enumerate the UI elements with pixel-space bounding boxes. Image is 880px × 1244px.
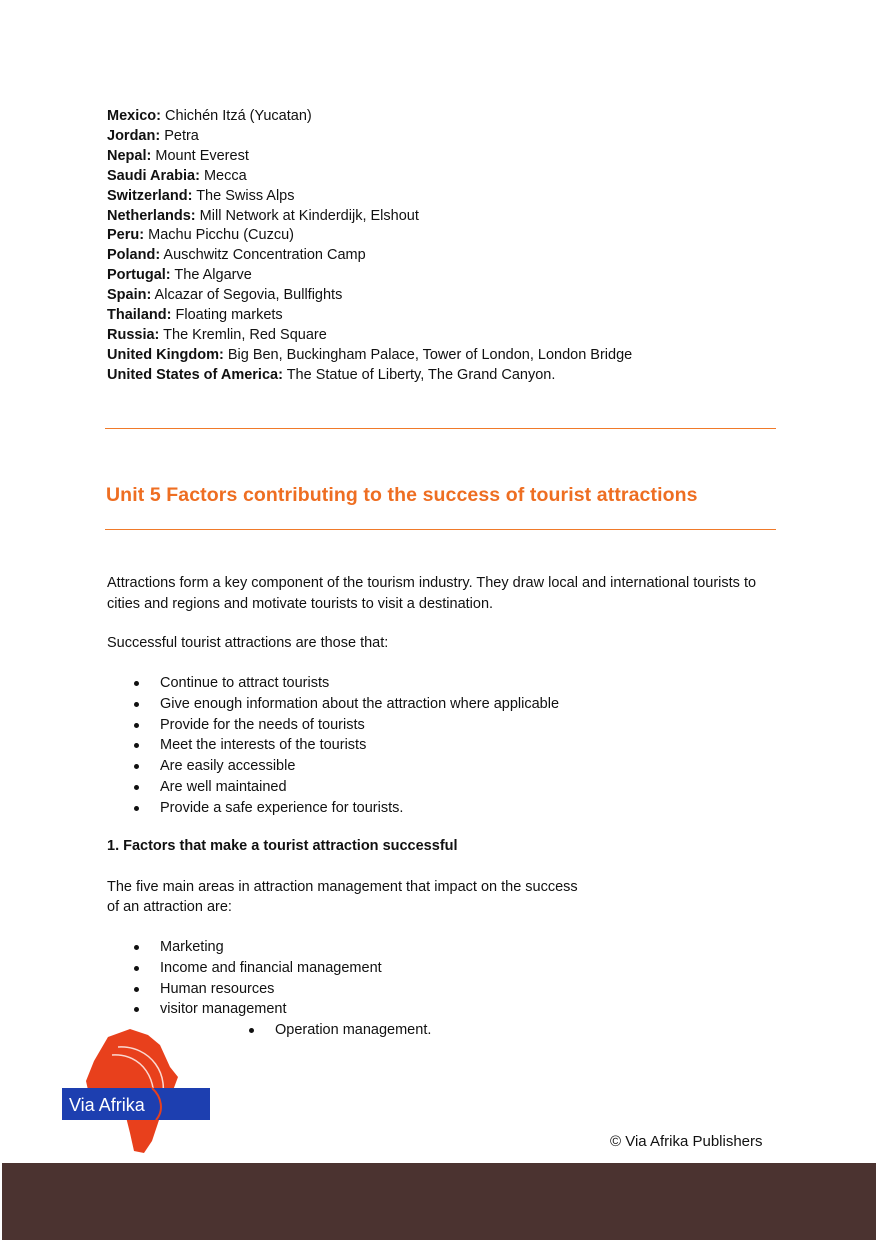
attraction: Petra bbox=[164, 127, 199, 144]
successful-intro: Successful tourist attractions are those that: bbox=[107, 635, 389, 651]
divider-top bbox=[105, 428, 776, 429]
destination-item bbox=[107, 167, 632, 187]
attraction: Machu Picchu (Cuzcu) bbox=[148, 227, 294, 244]
destination-item bbox=[107, 306, 632, 326]
attraction: The Kremlin, Red Square bbox=[163, 326, 327, 343]
country: Jordan: bbox=[107, 127, 161, 144]
destination-item bbox=[107, 107, 632, 127]
list-item: Income and financial management bbox=[107, 958, 382, 979]
country: United Kingdom: bbox=[107, 346, 224, 363]
destination-item bbox=[107, 366, 632, 386]
list-item: Marketing bbox=[107, 937, 382, 958]
attraction: Big Ben, Buckingham Palace, Tower of London, London Bridge bbox=[227, 346, 633, 363]
destination-item bbox=[107, 286, 632, 306]
country: Nepal: bbox=[107, 147, 152, 164]
africa-map-icon bbox=[60, 1025, 215, 1157]
list-item: Continue to attract tourists bbox=[107, 673, 559, 694]
list-item: Are well maintained bbox=[107, 777, 559, 798]
list-item: Are easily accessible bbox=[107, 756, 559, 777]
areas-list-indented bbox=[222, 1020, 431, 1041]
destination-item bbox=[107, 326, 632, 346]
areas-intro-line2: of an attraction are: bbox=[107, 899, 232, 915]
list-item: Give enough information about the attraction where applicable bbox=[107, 694, 559, 715]
unit-heading: Unit 5 Factors contributing to the success of tourist attractions bbox=[106, 484, 698, 506]
list-item: Meet the interests of the tourists bbox=[107, 735, 559, 756]
country: Poland: bbox=[107, 247, 161, 264]
country: Mexico: bbox=[107, 108, 161, 124]
attraction: Auschwitz Concentration Camp bbox=[163, 247, 366, 264]
attraction: Mill Network at Kinderdijk, Elshout bbox=[199, 207, 419, 224]
areas-intro-line1: The five main areas in attraction management that impact on the success bbox=[107, 879, 578, 895]
attraction: Alcazar of Segovia, Bullfights bbox=[154, 287, 343, 304]
attraction: The Statue of Liberty, The Grand Canyon. bbox=[286, 366, 556, 383]
section-heading: 1. Factors that make a tourist attraction successful bbox=[107, 838, 458, 854]
destination-item bbox=[107, 187, 632, 207]
list-item: Operation management. bbox=[222, 1020, 431, 1041]
divider-bottom bbox=[105, 529, 776, 530]
logo-text: Via Afrika bbox=[69, 1095, 145, 1115]
destination-item bbox=[107, 127, 632, 147]
attraction: Floating markets bbox=[175, 307, 283, 324]
attraction: Mount Everest bbox=[155, 147, 249, 164]
list-item: Human resources bbox=[107, 979, 382, 1000]
country: Peru: bbox=[107, 227, 145, 244]
country: Netherlands: bbox=[107, 207, 196, 224]
destination-item bbox=[107, 266, 632, 286]
destinations-list bbox=[107, 107, 632, 386]
list-item: visitor management bbox=[107, 999, 382, 1020]
attraction: The Swiss Alps bbox=[196, 187, 295, 204]
country: Russia: bbox=[107, 326, 160, 343]
country: Spain: bbox=[107, 287, 152, 304]
country: Thailand: bbox=[107, 307, 172, 324]
intro-paragraph: Attractions form a key component of the tourism industry. They draw local and international tourists to cities and regions and motivate tourists to visit a destination. bbox=[107, 575, 757, 612]
destination-item bbox=[107, 246, 632, 266]
destination-item bbox=[107, 226, 632, 246]
country: Switzerland: bbox=[107, 187, 193, 204]
destination-item bbox=[107, 207, 632, 227]
successful-list bbox=[107, 673, 559, 819]
via-afrika-logo bbox=[60, 1025, 215, 1157]
country: Portugal: bbox=[107, 267, 171, 284]
list-item: Provide for the needs of tourists bbox=[107, 715, 559, 736]
list-item: Provide a safe experience for tourists. bbox=[107, 798, 559, 819]
footer-band bbox=[2, 1163, 876, 1240]
country: Saudi Arabia: bbox=[107, 167, 200, 184]
country: United States of America: bbox=[107, 366, 283, 383]
areas-list bbox=[107, 937, 382, 1020]
attraction: Chichén Itzá (Yucatan) bbox=[165, 108, 312, 124]
attraction: Mecca bbox=[203, 167, 247, 184]
attraction: The Algarve bbox=[174, 267, 252, 284]
destination-item bbox=[107, 147, 632, 167]
destination-item bbox=[107, 346, 632, 366]
copyright: © Via Afrika Publishers bbox=[610, 1133, 763, 1150]
